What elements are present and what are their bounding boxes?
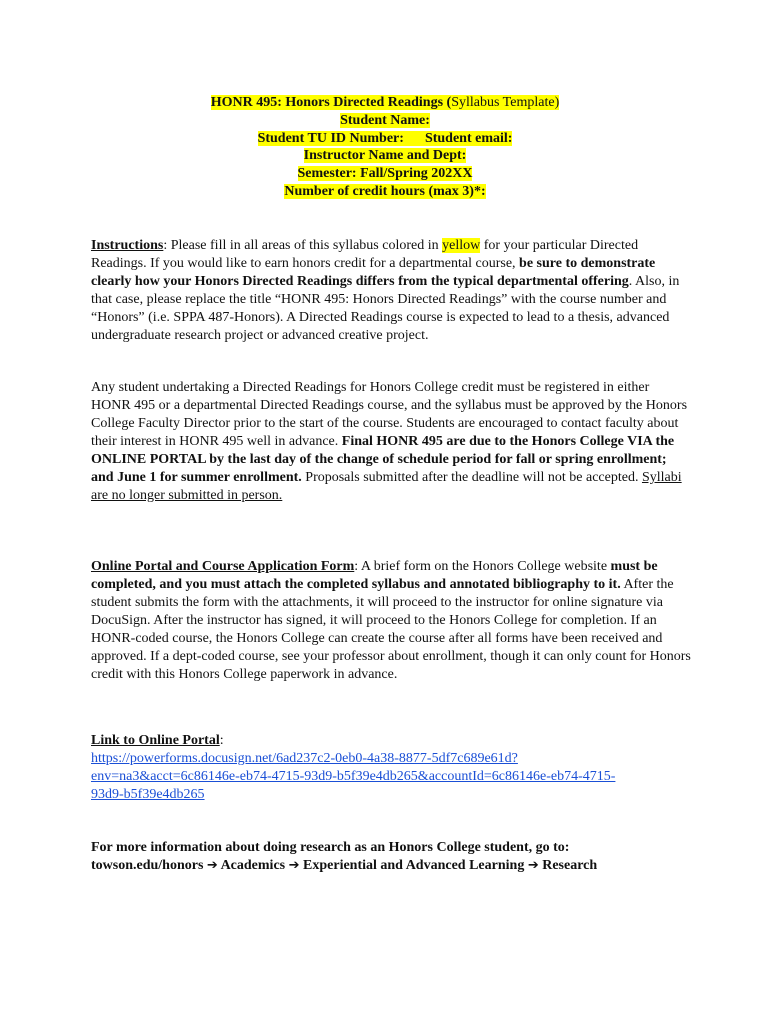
instructions-paragraph: Instructions: Please fill in all areas of this syllabus colored in yellow for your particular Directed Readings. If you would like to earn honors credit for a departmental course, be sure to demonstrate clearly how your Honors Directed Readings differs from the typical departmental offering. Also, in that case, please replace the title “HONR 495: Honors Directed Readings” with the course number and “Honors” (i.e. SPPA 487-Honors). A Directed Readings course is expected to lead to a thesis, advanced undergraduate research project or advanced creative project. [91, 238, 680, 343]
portal-url-link[interactable]: env=na3&acct=6c86146e-eb74-4715-93d9-b5f39e4db265&accountId=6c86146e-eb74-4715- [91, 769, 616, 784]
student-name-field: Student Name: [340, 112, 430, 128]
link-heading: Link to Online Portal [91, 733, 220, 748]
portal-url-link[interactable]: 93d9-b5f39e4db265 [91, 787, 205, 802]
portal-link-section: Link to Online Portal: https://powerforms.docusign.net/6ad237c2-0eb0-4a38-8877-5df7c689e61d? env=na3&acct=6c86146e-eb74-4715-93d9-b5f39e4db265&accountId=6c86146e-eb74-4715- 93d9-b5f39e4db265 [91, 733, 616, 802]
credit-hours-field: Number of credit hours (max 3)*: [284, 183, 486, 199]
deadline-statement: Final HONR 495 are due to the Honors College VIA the ONLINE PORTAL by the last day of the change of schedule period for fall or spring enrollment; and June 1 for summer enrollment. [91, 434, 675, 485]
syllabus-header [0, 94, 770, 201]
yellow-highlight: yellow [442, 238, 481, 253]
arrow-right-icon: ➔ [288, 858, 300, 873]
instructions-heading: Instructions [91, 238, 164, 253]
more-info-text: For more information about doing research as an Honors College student, go to: [91, 840, 570, 855]
portal-url-link[interactable]: https://powerforms.docusign.net/6ad237c2-0eb0-4a38-8877-5df7c689e61d? [91, 751, 518, 766]
arrow-right-icon: ➔ [206, 858, 218, 873]
portal-paragraph: Online Portal and Course Application Form: A brief form on the Honors College website must be completed, and you must attach the completed syllabus and annotated bibliography to it. After the student submits the form with the attachments, it will proceed to the instructor for online signature via DocuSign. After the instructor has signed, it will proceed to the Honors College for completion. If an HONR-coded course, the Honors College can create the course after all forms have been received and approved. If a dept-coded course, see your professor about enrollment, though it can only count for Honors credit with this Honors College paperwork in advance. [91, 559, 691, 682]
semester-field: Semester: Fall/Spring 202XX [297, 166, 473, 182]
deadline-paragraph: Any student undertaking a Directed Readings for Honors College credit must be registered in either HONR 495 or a departmental Directed Readings course, and the syllabus must be approved by the Honors College Faculty Director prior to the start of the course. Students are encouraged to contact faculty about their interest in HONR 495 well in advance. Final HONR 495 are due to the Honors College VIA the ONLINE PORTAL by the last day of the change of schedule period for fall or spring enrollment; and June 1 for summer enrollment. Proposals submitted after the deadline will not be accepted. Syllabi are no longer submitted in person. [91, 380, 688, 503]
instructor-field: Instructor Name and Dept: [303, 148, 467, 164]
page-title: HONR 495: Honors Directed Readings (Syllabus Template) [210, 95, 560, 110]
portal-heading: Online Portal and Course Application Form [91, 559, 355, 574]
more-info-section [91, 839, 691, 875]
student-id-email-line: Student TU ID Number: Student email: [257, 130, 513, 146]
navigation-path: towson.edu/honors ➔ Academics ➔ Experiential and Advanced Learning ➔ Research [91, 858, 598, 873]
arrow-right-icon: ➔ [527, 858, 539, 873]
